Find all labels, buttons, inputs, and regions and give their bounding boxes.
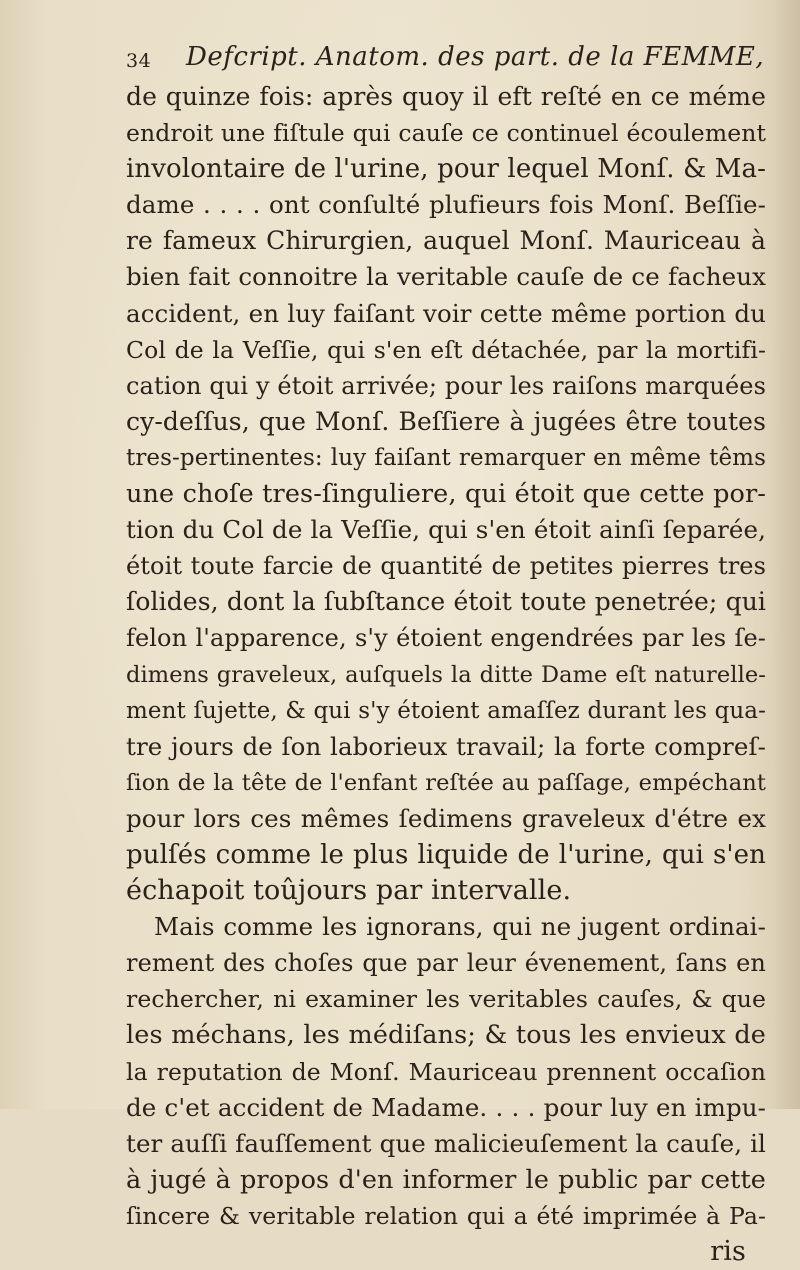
text-line: bien fait connoitre la veritable cauſe de ce facheux: [126, 262, 766, 292]
text-line: à jugé à propos d'en informer le public par cette: [126, 1164, 766, 1195]
text-line: Col de la Veſſie, qui s'en eſt détachée, par la mortifi-: [126, 335, 766, 364]
running-title: Defcript. Anatom. des part. de la FEMME,: [186, 42, 765, 72]
catchword: ris: [710, 1236, 746, 1267]
text-line: cation qui y étoit arrivée; pour les raiſons marquées: [126, 371, 766, 400]
text-line: felon l'apparence, s'y étoient engendrées par les ſe-: [126, 624, 766, 653]
text-line: les méchans, les médiſans; & tous les envieux de: [126, 1020, 766, 1051]
text-line: involontaire de l'urine, pour lequel Monſ. & Ma-: [126, 154, 766, 185]
paragraph-end-line: échapoit toûjours par intervalle.: [126, 875, 572, 907]
text-line: rechercher, ni examiner les veritables cauſes, & que: [126, 985, 766, 1014]
running-header: [126, 38, 766, 74]
text-line: re fameux Chirurgien, auquel Monſ. Mauriceau à: [126, 226, 766, 256]
text-line: endroit une fiſtule qui cauſe ce continuel écoulement: [126, 119, 766, 148]
text-line: tre jours de ſon laborieux travail; la forte compreſ-: [126, 731, 766, 761]
text-line: pulſés comme le plus liquide de l'urine, qui s'en: [126, 839, 766, 870]
text-line: dimens graveleux, auſquels la ditte Dame eſt naturelle-: [126, 661, 766, 688]
text-line: tres-pertinentes: luy faiſant remarquer en même têms: [126, 444, 766, 471]
text-line: pour lors ces mêmes ſedimens graveleux d'étre ex: [126, 803, 766, 833]
page-edge-shadow: [772, 0, 800, 1109]
text-line: ment ſujette, & qui s'y étoient amaſſez durant les qua-: [126, 697, 766, 724]
body-text: [126, 79, 766, 1270]
text-line: ter auſſi fauſſement que malicieuſement la cauſe, il: [126, 1128, 766, 1158]
text-line: ſolides, dont la ſubſtance étoit toute penetrée; qui: [126, 587, 766, 617]
page-number: 34: [126, 50, 152, 72]
text-line: dame . . . . ont conſulté plufieurs fois Monſ. Beſſie-: [126, 190, 766, 220]
text-line: la reputation de Monſ. Mauriceau prennent occaſion: [126, 1057, 766, 1086]
text-line: une choſe tres-ſinguliere, qui étoit que cette por-: [126, 479, 766, 510]
text-line: rement des choſes que par leur évenement, ſans en: [126, 949, 766, 978]
text-line: ſion de la tête de l'enfant reſtée au paſſage, empéchant: [126, 769, 766, 796]
text-line: cy-deſſus, que Monſ. Beſſiere à jugées être toutes: [126, 406, 766, 436]
text-line: ſincere & veritable relation qui a été imprimée à Pa-: [126, 1201, 766, 1230]
text-line: accident, en luy faiſant voir cette même portion du: [126, 298, 766, 328]
text-line: de c'et accident de Madame. . . . pour luy en impu-: [126, 1092, 766, 1122]
text-line: tion du Col de la Veſſie, qui s'en étoit ainſi ſeparée,: [126, 515, 766, 545]
text-line: étoit toute farcie de quantité de petites pierres tres: [126, 552, 766, 581]
text-line: de quinze fois: après quoy il eft reſté en ce méme: [126, 82, 766, 111]
paragraph-start-line: Mais comme les ignorans, qui ne jugent ordinai-: [154, 912, 766, 942]
